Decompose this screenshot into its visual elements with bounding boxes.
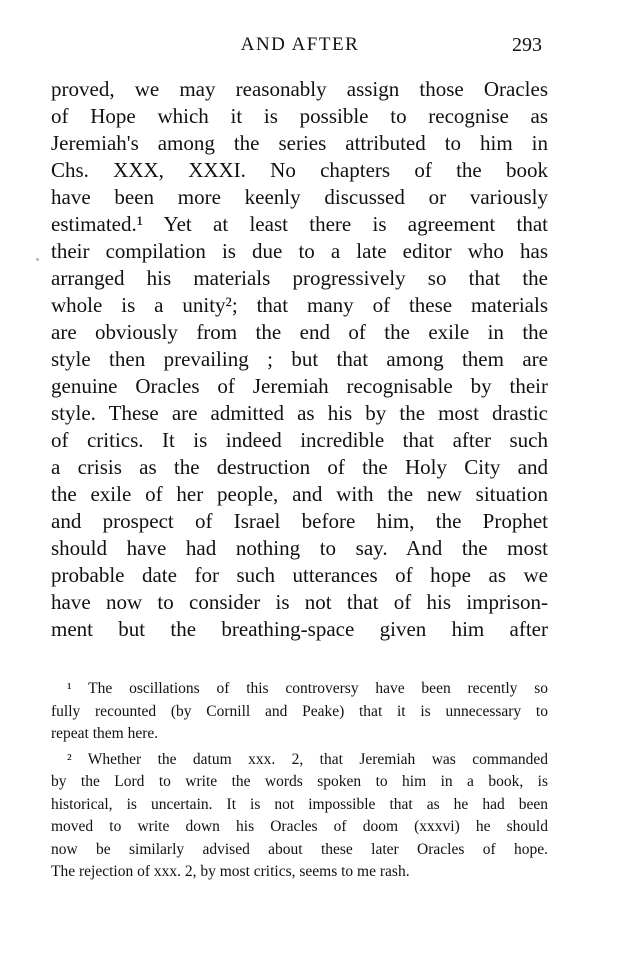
footnote-line: ¹ The oscillations of this controversy have been recently so xyxy=(67,680,548,697)
body-line: whole is a unity²; that many of these materials xyxy=(51,293,548,317)
body-line: and prospect of Israel before him, the Prophet xyxy=(51,509,548,533)
body-line: proved, we may reasonably assign those Oracles xyxy=(51,77,548,101)
footnote-line: by the Lord to write the words spoken to him in a book, is xyxy=(51,773,548,790)
body-line: style then prevailing ; but that among them are xyxy=(51,347,548,371)
body-line: estimated.¹ Yet at least there is agreement that xyxy=(51,212,548,236)
body-line: a crisis as the destruction of the Holy City and xyxy=(51,455,548,479)
body-line: style. These are admitted as his by the most drastic xyxy=(51,401,548,425)
footnote-line: ² Whether the datum xxx. 2, that Jeremiah was commanded xyxy=(67,750,548,768)
body-line: ment but the breathing-space given him after xyxy=(51,617,548,641)
page-number: 293 xyxy=(512,34,542,56)
body-line: of critics. It is indeed incredible that after such xyxy=(51,428,548,452)
body-line: genuine Oracles of Jeremiah recognisable by their xyxy=(51,374,548,398)
footnote-line: historical, is uncertain. It is not impossible that as he had been xyxy=(51,795,548,813)
body-line: have now to consider is not that of his imprison- xyxy=(51,590,548,614)
print-smudge-mark xyxy=(36,258,39,261)
footnote-line: The rejection of xxx. 2, by most critics, seems to me rash. xyxy=(51,863,410,880)
footnote-line: repeat them here. xyxy=(51,725,159,742)
body-paragraph xyxy=(51,76,548,643)
footnote-line: moved to write down his Oracles of doom (xxxvi) he should xyxy=(51,818,548,835)
footnote-line: now be similarly advised about these later Oracles of hope. xyxy=(51,840,548,858)
body-line: the exile of her people, and with the new situation xyxy=(51,482,548,506)
footnote-1 xyxy=(51,678,548,746)
body-line: have been more keenly discussed or variously xyxy=(51,185,548,209)
running-head xyxy=(52,34,548,60)
body-line: probable date for such utterances of hope as we xyxy=(51,563,548,587)
body-line: Chs. XXX, XXXI. No chapters of the book xyxy=(51,158,548,182)
footnotes xyxy=(51,678,548,884)
body-line: are obviously from the end of the exile in the xyxy=(51,320,548,344)
body-line: their compilation is due to a late editor who has xyxy=(51,239,548,263)
running-title: AND AFTER xyxy=(240,34,360,55)
footnote-line: fully recounted (by Cornill and Peake) that it is unnecessary to xyxy=(51,702,548,720)
body-line: Jeremiah's among the series attributed to him in xyxy=(51,131,548,155)
body-line: should have had nothing to say. And the most xyxy=(51,536,548,560)
footnote-2 xyxy=(51,749,548,884)
body-line: of Hope which it is possible to recognise as xyxy=(51,104,548,128)
body-line: arranged his materials progressively so that the xyxy=(51,266,548,290)
